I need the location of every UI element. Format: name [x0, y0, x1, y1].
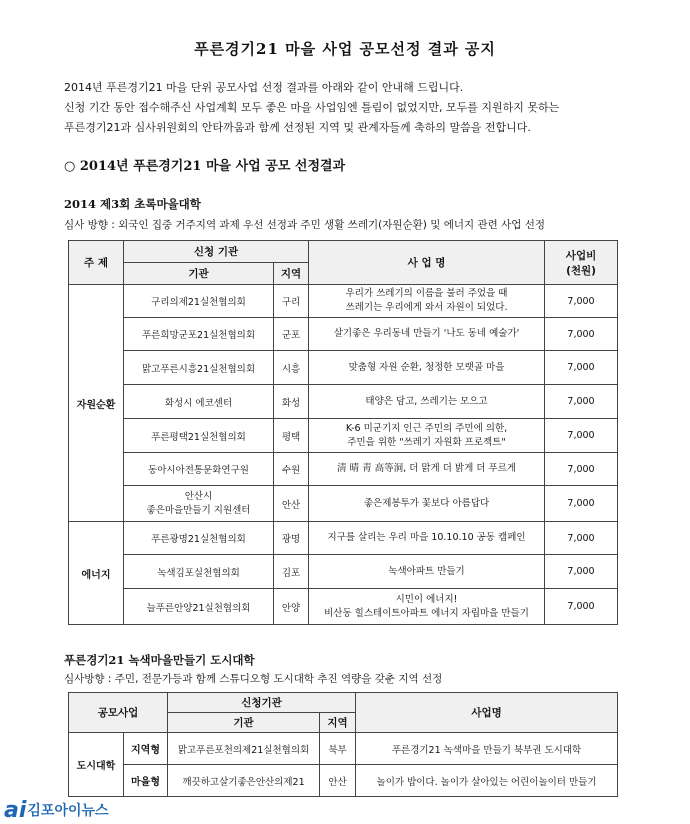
project-cell	[309, 285, 545, 318]
project-cell: 녹색아파트 만들기	[309, 555, 545, 589]
org-cell: 푸른광명21실천협의회	[124, 522, 274, 555]
project-cell	[309, 589, 545, 625]
budget-cell: 7,000	[545, 589, 618, 625]
budget-cell: 7,000	[545, 522, 618, 555]
section-heading: ○ 2014년 푸른경기21 마을 사업 공모 선정결과	[64, 159, 346, 174]
section2-criteria: 심사방향 : 주민, 전문가등과 함께 스튜디오형 도시대학 추진 역량을 갖춘 지역 선정	[64, 673, 443, 685]
header-project: 사 업 명	[309, 241, 545, 285]
region-cell: 수원	[274, 453, 309, 486]
org-cell: 맑고푸른시흥21실천협의회	[124, 351, 274, 385]
table-row	[69, 285, 618, 318]
logo-mark: ai	[4, 797, 27, 823]
region-cell: 화성	[274, 385, 309, 419]
intro-line: 푸른경기21과 심사위원회의 안타까움과 함께 선정된 지역 및 관계자들께 축하의 말씀을 전합니다.	[64, 121, 531, 134]
table-row	[69, 385, 618, 419]
header-type: 공모사업	[69, 693, 168, 733]
budget-cell: 7,000	[545, 419, 618, 453]
budget-cell: 7,000	[545, 318, 618, 351]
region-cell: 광명	[274, 522, 309, 555]
section1-criteria: 심사 방향 : 외국인 집중 거주지역 과제 우선 선정과 주민 생활 쓰레기(자원순환) 및 에너지 관련 사업 선정	[64, 219, 545, 231]
project-cell: 맞춤형 자원 순환, 청정한 모랫골 마을	[309, 351, 545, 385]
header-org: 기관	[124, 263, 274, 285]
org-line: 좋은마을만들기 지원센터	[146, 504, 251, 516]
project-line: 쓰레기는 우리에게 와서 자원이 되었다.	[345, 302, 508, 313]
intro-text	[64, 78, 664, 138]
org-cell: 푸른평택21실천협의회	[124, 419, 274, 453]
region-cell: 안산	[274, 486, 309, 522]
table-row	[69, 555, 618, 589]
subtype-cell: 마을형	[124, 765, 168, 797]
project-line: 우리가 쓰레기의 이름을 불러 주었을 때	[345, 288, 508, 299]
budget-cell: 7,000	[545, 351, 618, 385]
region-cell: 구리	[274, 285, 309, 318]
section1-heading: 2014 제3회 초록마을대학	[64, 197, 201, 211]
project-cell: 태양은 담고, 쓰레기는 모으고	[309, 385, 545, 419]
header-project: 사업명	[356, 693, 618, 733]
header-region: 지역	[320, 713, 356, 733]
org-cell	[124, 486, 274, 522]
header-applicant: 신청 기관	[124, 241, 309, 263]
region-cell: 북부	[320, 733, 356, 765]
project-cell: 淸 晴 靑 高等洞, 더 맑게 더 밝게 더 푸르게	[309, 453, 545, 486]
project-cell: 살기좋은 우리동네 만들기 '나도 동네 예술가'	[309, 318, 545, 351]
org-cell: 구리의제21실천협의회	[124, 285, 274, 318]
budget-cell: 7,000	[545, 486, 618, 522]
project-line: 시민이 에너지!	[395, 593, 458, 605]
project-cell: 푸른경기21 녹색마을 만들기 북부권 도시대학	[356, 733, 618, 765]
header-applicant: 신청기관	[168, 693, 356, 713]
org-cell: 녹색김포실천협의회	[124, 555, 274, 589]
results-table-1	[68, 240, 618, 625]
table-row	[69, 419, 618, 453]
header-theme: 주 제	[69, 241, 124, 285]
region-cell: 군포	[274, 318, 309, 351]
budget-cell: 7,000	[545, 385, 618, 419]
region-cell: 안산	[320, 765, 356, 797]
region-cell: 시흥	[274, 351, 309, 385]
results-table-2	[68, 692, 618, 797]
table-row	[69, 522, 618, 555]
project-cell: 지구를 살리는 우리 마을 10.10.10 공동 캠페인	[309, 522, 545, 555]
org-cell: 화성시 에코센터	[124, 385, 274, 419]
org-cell: 깨끗하고살기좋은안산의제21	[168, 765, 320, 797]
org-cell: 동아시아전통문화연구원	[124, 453, 274, 486]
project-cell: 놀이가 밥이다. 놀이가 살아있는 어린이놀이터 만들기	[356, 765, 618, 797]
category-cell: 도시대학	[69, 733, 124, 797]
header-org: 기관	[168, 713, 320, 733]
intro-line: 2014년 푸른경기21 마을 단위 공모사업 선정 결과를 아래와 같이 안내해 드립니다.	[64, 81, 464, 94]
header-budget-line2: (천원)	[566, 264, 596, 277]
table-row	[69, 351, 618, 385]
header-budget	[545, 241, 618, 285]
theme-cell: 자원순환	[69, 285, 124, 522]
subtype-cell: 지역형	[124, 733, 168, 765]
org-cell: 늘푸른안양21실천협의회	[124, 589, 274, 625]
header-budget-line1: 사업비	[565, 249, 597, 262]
budget-cell: 7,000	[545, 453, 618, 486]
theme-cell: 에너지	[69, 522, 124, 625]
region-cell: 김포	[274, 555, 309, 589]
org-cell: 푸른희망군포21실천협의회	[124, 318, 274, 351]
watermark-logo	[4, 797, 109, 823]
intro-line: 신청 기간 동안 접수해주신 사업계획 모두 좋은 마을 사업임엔 틀림이 없었지만, 모두를 지원하지 못하는	[64, 101, 560, 114]
project-cell: 좋은제봉투가 꽃보다 아름답다	[309, 486, 545, 522]
table-row	[69, 589, 618, 625]
project-line: K-6 미군기지 인근 주민의 주민에 의한,	[345, 422, 508, 434]
table-row	[69, 318, 618, 351]
project-line: 주민을 위한 "쓰레기 자원화 프로젝트"	[347, 436, 506, 448]
project-cell	[309, 419, 545, 453]
budget-cell: 7,000	[545, 555, 618, 589]
header-region: 지역	[274, 263, 309, 285]
table-row	[69, 765, 618, 797]
table-row	[69, 453, 618, 486]
org-line: 안산시	[184, 490, 213, 502]
table-row	[69, 733, 618, 765]
section2-heading: 푸른경기21 녹색마을만들기 도시대학	[64, 653, 255, 667]
region-cell: 평택	[274, 419, 309, 453]
region-cell: 안양	[274, 589, 309, 625]
page-title: 푸른경기21 마을 사업 공모선정 결과 공지	[194, 40, 496, 58]
table-row	[69, 486, 618, 522]
logo-name: 김포아이뉴스	[27, 803, 109, 819]
org-cell: 맑고푸른포천의제21실천협의회	[168, 733, 320, 765]
budget-cell: 7,000	[545, 285, 618, 318]
project-line: 비산동 힐스테이트아파트 에너지 자립마을 만들기	[324, 607, 529, 619]
